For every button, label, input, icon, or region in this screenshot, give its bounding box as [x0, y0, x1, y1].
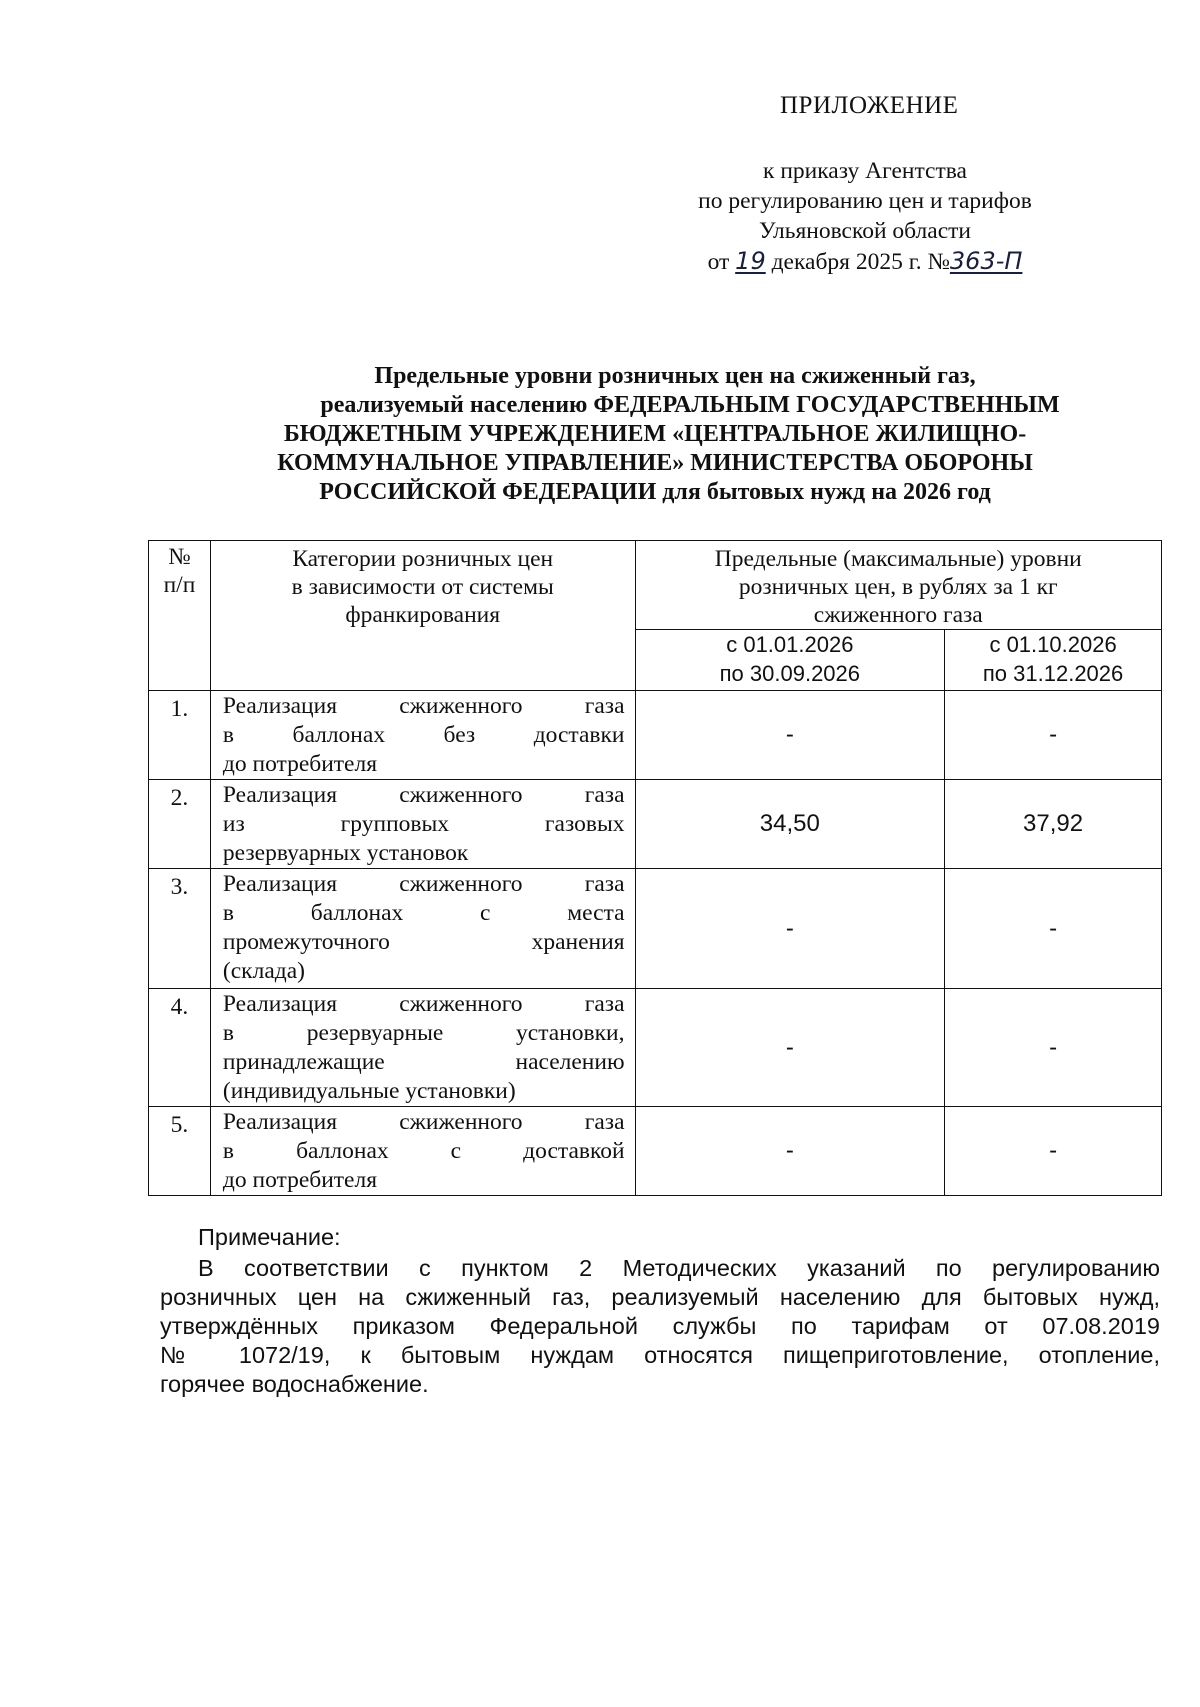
category-line: Реализация сжиженного газа: [222, 782, 625, 808]
title-line-3: БЮДЖЕТНЫМ УЧРЕЖДЕНИЕМ «ЦЕНТРАЛЬНОЕ ЖИЛИЩНО-: [283, 421, 1027, 447]
order-date-rest: декабря 2025 г. №: [771, 249, 950, 275]
price-period-1: -: [635, 1107, 945, 1196]
category-line: в резервуарные установки,: [222, 1020, 625, 1046]
table-row: [149, 780, 1162, 869]
note-line-3: утверждённых приказом Федеральной службы по тарифам от 07.08.2019: [160, 1313, 1160, 1339]
category-line: (склада): [222, 958, 305, 984]
price-period-2: -: [945, 869, 1162, 989]
table-row: [149, 989, 1162, 1107]
title-line-2: реализуемый населению ФЕДЕРАЛЬНЫМ ГОСУДАРСТВЕННЫМ: [320, 392, 1060, 418]
order-day-handwritten: 19: [735, 247, 766, 275]
document-title: [150, 362, 1160, 507]
category-line: промежуточного хранения: [222, 929, 625, 955]
table-row: [149, 869, 1162, 989]
order-line-1: к приказу Агентства: [763, 158, 967, 184]
table-header-row: [149, 541, 1162, 630]
price-period-1: -: [635, 869, 945, 989]
order-line-2: по регулированию цен и тарифов: [698, 188, 1032, 214]
row-num: 1.: [149, 691, 211, 780]
price-period-2: 37,92: [945, 780, 1162, 869]
row-category: [210, 780, 635, 869]
table-row: [149, 1107, 1162, 1196]
category-line: (индивидуальные установки): [222, 1078, 516, 1104]
category-line: Реализация сжиженного газа: [222, 871, 625, 897]
category-line: Реализация сжиженного газа: [222, 1109, 625, 1135]
note-body: [160, 1254, 1160, 1399]
category-line: в баллонах с места: [222, 900, 625, 926]
note-line-1: В соответствии с пунктом 2 Методических указаний по регулированию: [198, 1255, 1160, 1281]
order-date-prefix: от: [707, 249, 730, 275]
row-num: 4.: [149, 989, 211, 1107]
period-1-line-2: по 30.09.2026: [719, 661, 861, 686]
category-line: резервуарных установок: [222, 840, 469, 866]
category-line: до потребителя: [222, 751, 378, 777]
header-num: [149, 541, 211, 691]
note-heading: Примечание:: [198, 1224, 341, 1250]
header-category-line-3: франкирования: [345, 602, 501, 628]
price-period-2: -: [945, 1107, 1162, 1196]
table-row: [149, 691, 1162, 780]
category-line: Реализация сжиженного газа: [222, 693, 625, 719]
header-num-line-2: п/п: [163, 572, 196, 598]
period-2-line-2: по 31.12.2026: [982, 661, 1124, 686]
header-period-1: [635, 630, 945, 691]
price-period-1: -: [635, 989, 945, 1107]
title-line-4: КОММУНАЛЬНОЕ УПРАВЛЕНИЕ» МИНИСТЕРСТВА ОБОРОНЫ: [277, 450, 1033, 476]
category-line: в баллонах с доставкой: [222, 1138, 625, 1164]
note-line-2: розничных цен на сжиженный газ, реализуемый населению для бытовых нужд,: [160, 1284, 1160, 1310]
order-line-3: Ульяновской области: [759, 218, 971, 244]
header-price: [635, 541, 1161, 630]
price-period-2: -: [945, 691, 1162, 780]
title-line-1: Предельные уровни розничных цен на сжиженный газ,: [374, 363, 976, 389]
category-line: Реализация сжиженного газа: [222, 991, 625, 1017]
note-line-5: горячее водоснабжение.: [160, 1371, 429, 1397]
order-reference: [600, 156, 1130, 277]
category-line: в баллонах без доставки: [222, 722, 625, 748]
price-period-2: -: [945, 989, 1162, 1107]
header-category-line-1: Категории розничных цен: [292, 546, 554, 572]
category-line: из групповых газовых: [222, 811, 625, 837]
header-price-line-3: сжиженного газа: [813, 602, 983, 628]
header-price-line-2: розничных цен, в рублях за 1 кг: [738, 574, 1058, 600]
category-line: до потребителя: [222, 1167, 378, 1193]
order-number-handwritten: 363-П: [949, 247, 1023, 275]
title-line-5: РОССИЙСКОЙ ФЕДЕРАЦИИ для бытовых нужд на 2026 год: [319, 479, 991, 505]
row-category: [210, 1107, 635, 1196]
price-table: [148, 540, 1162, 1196]
header-price-line-1: Предельные (максимальные) уровни: [714, 546, 1082, 572]
header-num-line-1: №: [168, 544, 191, 570]
row-num: 2.: [149, 780, 211, 869]
row-num: 3.: [149, 869, 211, 989]
header-period-2: [945, 630, 1162, 691]
header-category: [210, 541, 635, 691]
note-line-4: № 1072/19, к бытовым нуждам относятся пищеприготовление, отопление,: [160, 1342, 1160, 1368]
price-period-1: 34,50: [635, 780, 945, 869]
header-category-line-2: в зависимости от системы: [291, 574, 554, 600]
category-line: принадлежащие населению: [222, 1049, 625, 1075]
row-category: [210, 869, 635, 989]
order-date-line: [600, 246, 1130, 277]
period-1-line-1: с 01.01.2026: [726, 632, 854, 657]
row-category: [210, 989, 635, 1107]
price-period-1: -: [635, 691, 945, 780]
period-2-line-1: с 01.10.2026: [989, 632, 1117, 657]
row-category: [210, 691, 635, 780]
row-num: 5.: [149, 1107, 211, 1196]
appendix-heading: ПРИЛОЖЕНИЕ: [780, 92, 959, 119]
